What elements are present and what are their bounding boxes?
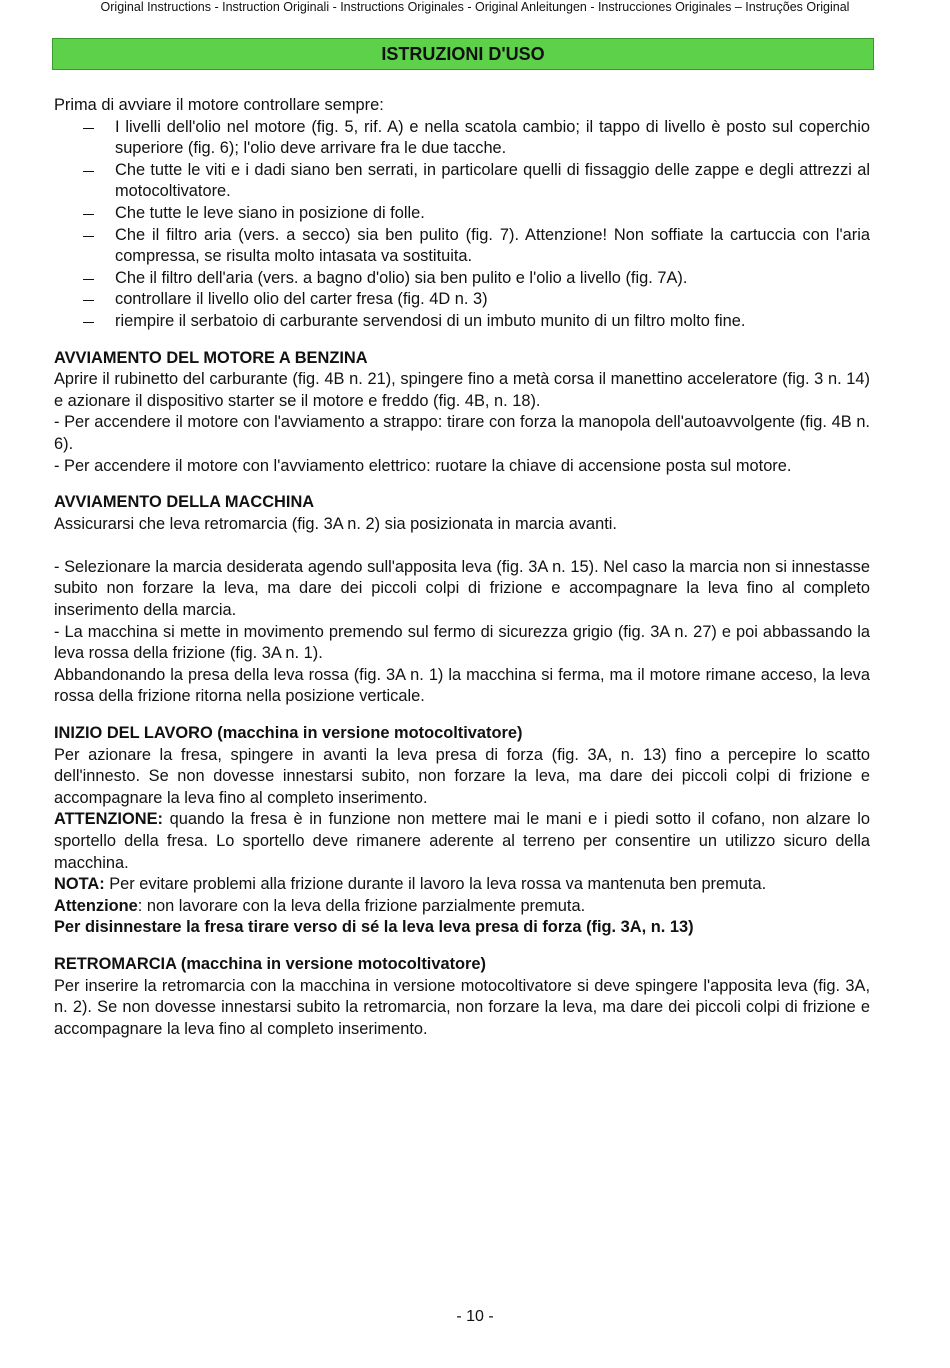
warning-text: quando la fresa è in funzione non mettere mai le mani e i piedi sotto il cofano, non alzare lo sportello della fresa. Lo sportello deve rimanere aderente al terreno per consentire un utilizzo sicuro della macchina.	[54, 810, 870, 872]
list-item: Che il filtro dell'aria (vers. a bagno d'olio) sia ben pulito e l'olio a livello (fig. 7A).	[54, 268, 870, 290]
paragraph: - La macchina si mette in movimento premendo sul fermo di sicurezza grigio (fig. 3A n. 27) e poi abbassando la leva rossa della frizione (fig. 3A n. 1).	[54, 622, 870, 663]
section-heading: AVVIAMENTO DELLA MACCHINA	[54, 493, 315, 512]
section-heading: INIZIO DEL LAVORO (macchina in versione motocoltivatore)	[54, 724, 523, 743]
page-number: - 10 -	[456, 1308, 494, 1325]
paragraph: Per azionare la fresa, spingere in avanti la leva presa di forza (fig. 3A, n. 13) fino a percepire lo scatto dell'innesto. Se non dovesse innestarsi subito, non forzare la leva, ma dare dei piccoli colpi di frizione e accompagnare la leva fino al completo inserimento.	[54, 745, 870, 807]
caution-label: Attenzione	[54, 896, 138, 915]
list-item: riempire il serbatoio di carburante servendosi di un imbuto munito di un filtro molto fine.	[54, 311, 870, 333]
list-item: Che il filtro aria (vers. a secco) sia ben pulito (fig. 7). Attenzione! Non soffiate la cartuccia con l'aria compressa, se risulta molto intasata va sostituita.	[54, 225, 870, 268]
section-avviamento-motore	[54, 348, 870, 478]
list-item: Che tutte le viti e i dadi siano ben serrati, in particolare quelli di fissaggio delle zappe e degli attrezzi al motocoltivatore.	[54, 160, 870, 203]
note-paragraph	[54, 874, 870, 896]
section-avviamento-macchina	[54, 492, 870, 708]
section-heading: RETROMARCIA (macchina in versione motocoltivatore)	[54, 954, 486, 973]
note-label: NOTA:	[54, 875, 105, 894]
paragraph: Assicurarsi che leva retromarcia (fig. 3A n. 2) sia posizionata in marcia avanti.	[54, 514, 617, 533]
section-retromarcia	[54, 954, 870, 1040]
note-text: Per evitare problemi alla frizione durante il lavoro la leva rossa va mantenuta ben premuta.	[104, 875, 767, 894]
disengage-instruction: Per disinnestare la fresa tirare verso di sé la leva leva presa di forza (fig. 3A, n. 13)	[54, 918, 694, 937]
paragraph: Per inserire la retromarcia con la macchina in versione motocoltivatore si deve spingere l'apposita leva (fig. 3A, n. 2). Se non dovesse innestarsi subito la retromarcia, non forzare la leva, ma dare dei piccoli colpi di frizione e accompagnare la leva fino al completo inserimento.	[54, 976, 870, 1038]
warning-paragraph	[54, 809, 870, 874]
document-header-line: Original Instructions - Instruction Originali - Instructions Originales - Original Anleitungen - Instrucciones Originales – Instruções Original	[100, 0, 850, 14]
caution-text: : non lavorare con la leva della frizione parzialmente premuta.	[137, 896, 586, 915]
list-item: Che tutte le leve siano in posizione di folle.	[54, 203, 870, 225]
section-heading: AVVIAMENTO DEL MOTORE A BENZINA	[54, 348, 368, 367]
checklist	[54, 117, 870, 333]
document-body	[54, 95, 870, 1040]
paragraph: - Selezionare la marcia desiderata agendo sull'apposita leva (fig. 3A n. 15). Nel caso la marcia non si innestasse subito non forzare la leva, ma dare dei piccoli colpi di frizione e accompagnare la leva fino al completo inserimento della marcia.	[54, 557, 870, 620]
section-title-banner: ISTRUZIONI D'USO	[52, 38, 874, 70]
paragraph: - Per accendere il motore con l'avviamento elettrico: ruotare la chiave di accensione posta sul motore.	[54, 456, 792, 475]
section-inizio-lavoro	[54, 723, 870, 939]
intro-lead: Prima di avviare il motore controllare sempre:	[54, 96, 384, 114]
paragraph: Abbandonando la presa della leva rossa (fig. 3A n. 1) la macchina si ferma, ma il motore rimane acceso, la leva rossa della frizione ritorna nella posizione verticale.	[54, 665, 870, 706]
caution-paragraph	[54, 896, 870, 918]
list-item: I livelli dell'olio nel motore (fig. 5, rif. A) e nella scatola cambio; il tappo di livello è posto sul coperchio superiore (fig. 6); l'olio deve arrivare fra le due tacche.	[54, 117, 870, 160]
paragraph: Aprire il rubinetto del carburante (fig. 4B n. 21), spingere fino a metà corsa il manettino acceleratore (fig. 3 n. 14) e azionare il dispositivo starter se il motore e freddo (fig. 4B, n. 18).	[54, 370, 870, 410]
warning-label: ATTENZIONE:	[54, 810, 163, 829]
paragraph: - Per accendere il motore con l'avviamento a strappo: tirare con forza la manopola dell'autoavvolgente (fig. 4B n. 6).	[54, 413, 870, 453]
list-item: controllare il livello olio del carter fresa (fig. 4D n. 3)	[54, 289, 870, 311]
